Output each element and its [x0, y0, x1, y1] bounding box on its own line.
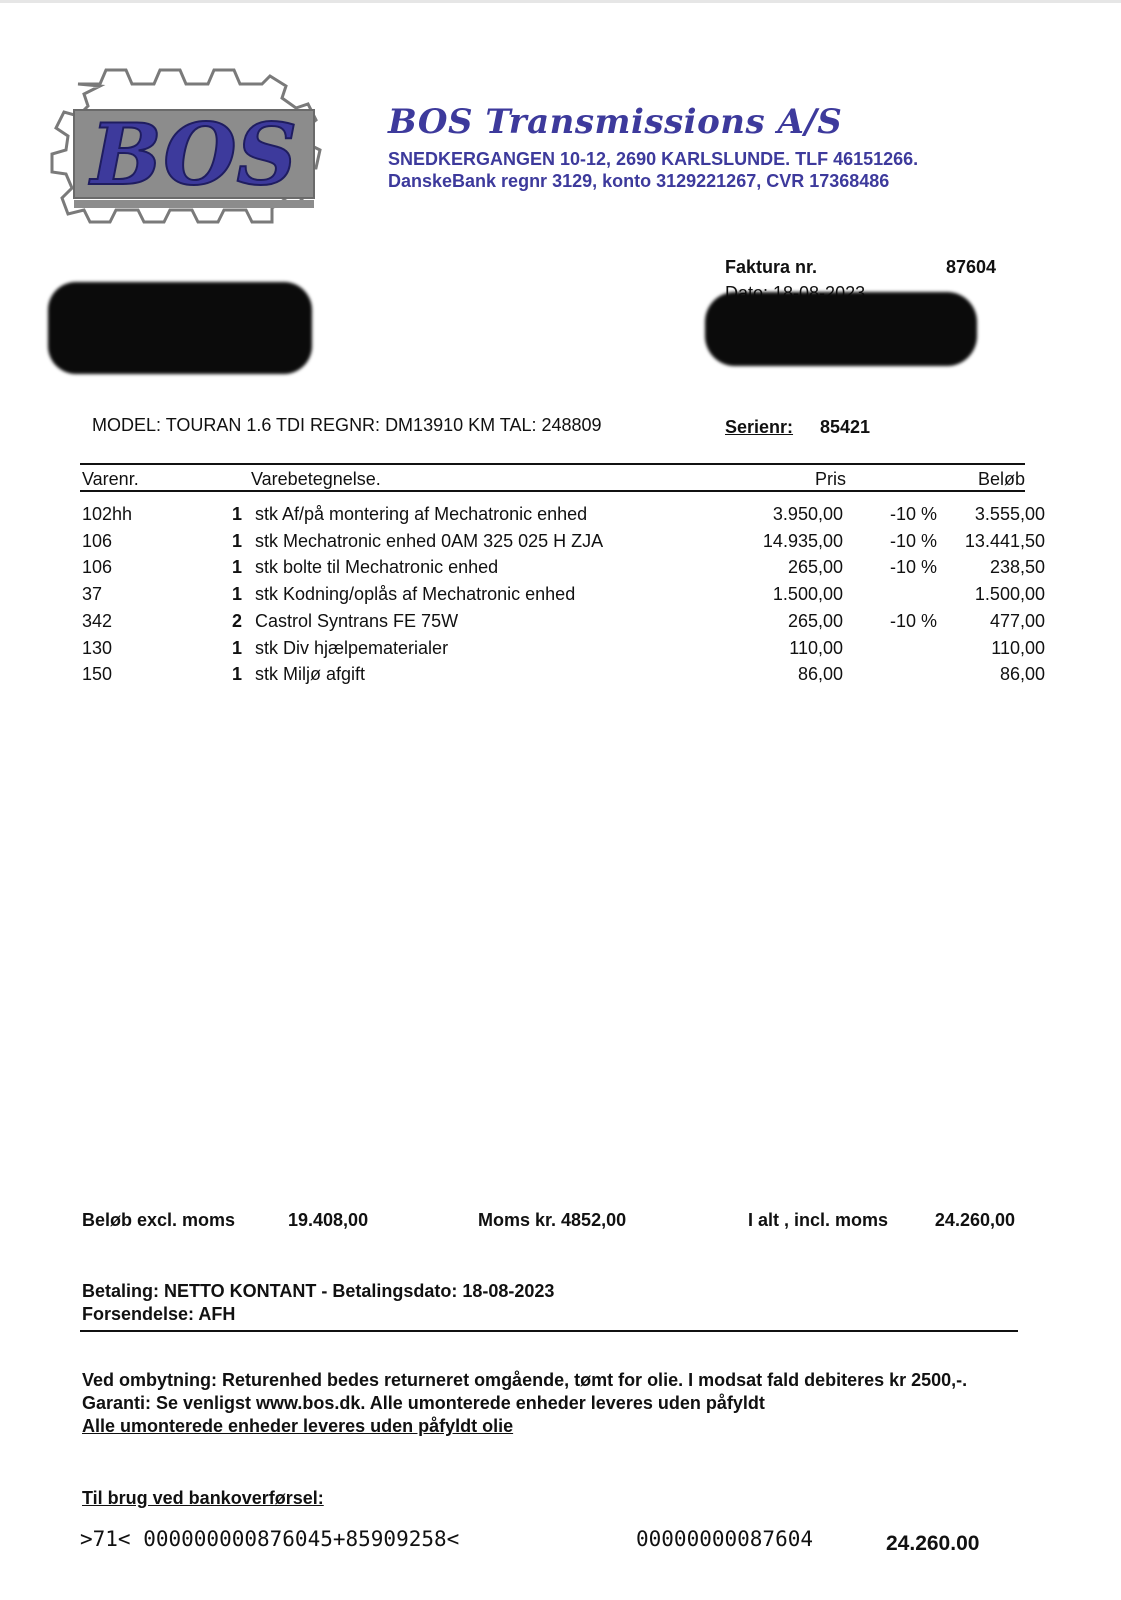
payment-reference: 00000000087604	[636, 1527, 814, 1551]
item-number: 106	[82, 531, 113, 551]
item-discount: -10 %	[889, 611, 937, 631]
subtotal-label: Beløb excl. moms	[82, 1210, 236, 1230]
item-amount: 1.500,00	[974, 584, 1045, 604]
logo-text: BOS	[90, 105, 298, 204]
item-quantity: 1	[231, 557, 242, 577]
table-row	[0, 611, 1121, 638]
item-number: 130	[82, 638, 113, 658]
payment-rule	[80, 1330, 1018, 1332]
bank-transfer-label: Til brug ved bankoverførsel:	[82, 1488, 324, 1508]
item-description: Castrol Syntrans FE 75W	[255, 611, 459, 631]
item-number: 106	[82, 557, 113, 577]
serial-number: 85421	[820, 417, 871, 437]
item-description: stk Mechatronic enhed 0AM 325 025 H ZJA	[255, 531, 604, 551]
header-belob: Beløb	[977, 469, 1025, 489]
item-number: 37	[82, 584, 103, 604]
table-row	[0, 557, 1121, 584]
exchange-note: Ved ombytning: Returenhed bedes returneret omgående, tømt for olie. I modsat fald debiteres kr 2500,-.	[82, 1370, 968, 1390]
item-price: 265,00	[787, 557, 843, 577]
item-description: stk bolte til Mechatronic enhed	[255, 557, 499, 577]
page-top-border	[0, 0, 1121, 3]
item-quantity: 1	[231, 584, 242, 604]
item-amount: 238,50	[989, 557, 1045, 577]
item-discount: -10 %	[889, 531, 937, 551]
redacted-customer-address	[48, 282, 312, 374]
item-price: 3.950,00	[772, 504, 843, 524]
item-amount: 13.441,50	[964, 531, 1045, 551]
company-address: SNEDKERGANGEN 10-12, 2690 KARLSLUNDE. TLF 46151266.	[388, 149, 919, 169]
item-quantity: 1	[231, 664, 242, 684]
item-description: stk Miljø afgift	[255, 664, 366, 684]
item-description: stk Kodning/oplås af Mechatronic enhed	[255, 584, 576, 604]
item-number: 102hh	[82, 504, 133, 524]
item-amount: 110,00	[991, 638, 1045, 658]
payment-amount: 24.260.00	[886, 1532, 980, 1555]
vehicle-model-line: MODEL: TOURAN 1.6 TDI REGNR: DM13910 KM TAL: 248809	[92, 415, 602, 435]
table-row	[0, 584, 1121, 611]
item-price: 86,00	[797, 664, 843, 684]
header-varenr: Varenr.	[82, 469, 139, 489]
item-quantity: 2	[231, 611, 242, 631]
total-value: 24.260,00	[934, 1210, 1015, 1230]
table-top-rule	[80, 463, 1025, 465]
item-discount: -10 %	[889, 557, 937, 577]
serial-number-label: Serienr:	[725, 417, 794, 437]
table-row	[0, 531, 1121, 558]
item-number: 150	[82, 664, 113, 684]
invoice-number: 87604	[946, 257, 997, 277]
company-name: BOS Transmissions A/S	[388, 102, 843, 142]
item-discount: -10 %	[889, 504, 937, 524]
item-quantity: 1	[231, 504, 242, 524]
redacted-customer-details	[705, 292, 977, 366]
invoice-number-label: Faktura nr.	[725, 257, 818, 277]
table-row	[0, 664, 1121, 691]
warranty-note: Garanti: Se venligst www.bos.dk. Alle umonterede enheder leveres uden påfyldt	[82, 1393, 765, 1413]
header-pris: Pris	[815, 469, 846, 489]
item-description: stk Af/på montering af Mechatronic enhed	[255, 504, 588, 524]
item-amount: 86,00	[999, 664, 1045, 684]
item-price: 265,00	[787, 611, 843, 631]
total-label: I alt , incl. moms	[748, 1210, 889, 1230]
table-row	[0, 504, 1121, 531]
item-quantity: 1	[231, 638, 242, 658]
item-price: 110,00	[789, 638, 843, 658]
subtotal-value: 19.408,00	[288, 1210, 369, 1230]
header-varebetegnelse: Varebetegnelse.	[251, 469, 381, 489]
payment-terms: Betaling: NETTO KONTANT - Betalingsdato: 18-08-2023	[82, 1281, 555, 1301]
item-price: 14.935,00	[762, 531, 843, 551]
item-price: 1.500,00	[772, 584, 843, 604]
item-quantity: 1	[231, 531, 242, 551]
company-bank-details: DanskeBank regnr 3129, konto 3129221267, CVR 17368486	[388, 171, 890, 191]
item-description: stk Div hjælpematerialer	[255, 638, 449, 658]
ocr-payment-line: >71< 000000000876045+85909258<	[80, 1527, 460, 1551]
table-row	[0, 638, 1121, 665]
item-number: 342	[82, 611, 113, 631]
table-header-rule	[80, 490, 1025, 492]
vat-amount: Moms kr. 4852,00	[478, 1210, 627, 1230]
company-logo	[26, 60, 362, 250]
unmounted-units-note: Alle umonterede enheder leveres uden påfyldt olie	[82, 1416, 514, 1436]
item-amount: 477,00	[989, 611, 1045, 631]
shipping-method: Forsendelse: AFH	[82, 1304, 236, 1324]
item-amount: 3.555,00	[974, 504, 1045, 524]
